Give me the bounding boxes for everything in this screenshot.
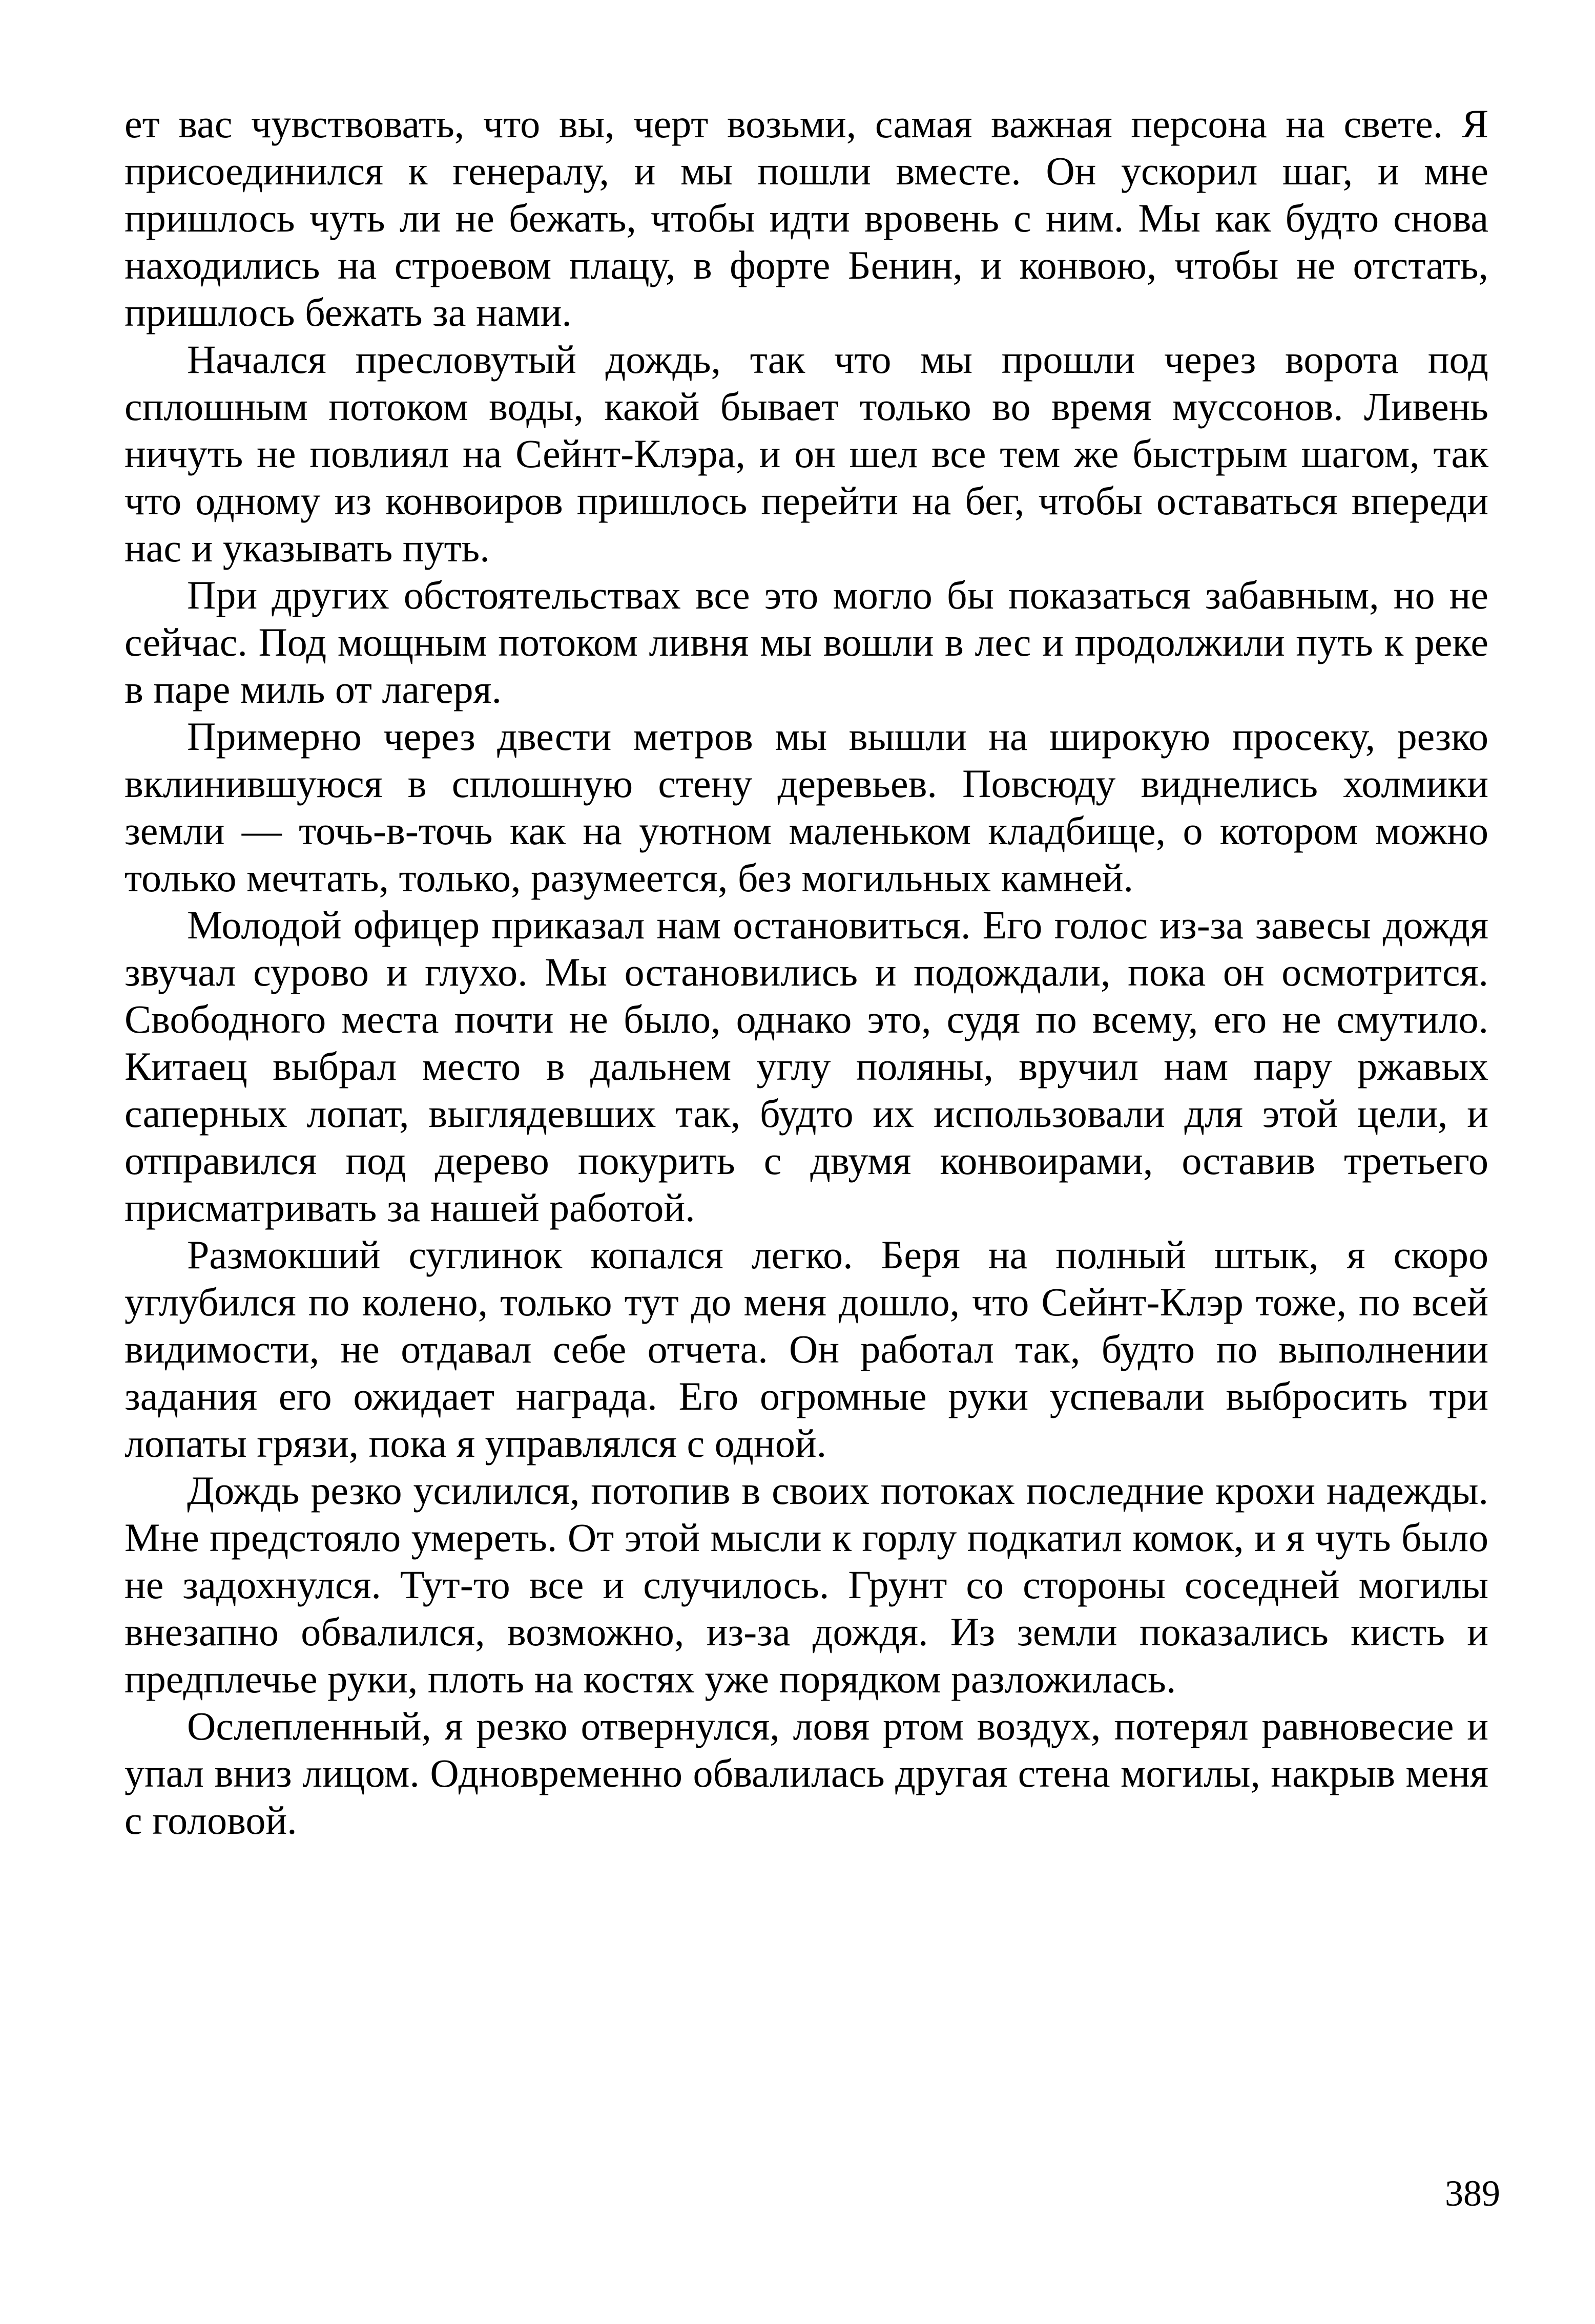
paragraph: Примерно через двести метров мы вышли на широкую просеку, резко вклинившуюся в сплошную стену деревьев. Повсюду виднелись холмики земли — точь-в-точь как на уютном маленьком кладбище, о котором можно только мечтать, только, разумеется, без могильных камней. xyxy=(125,714,1488,900)
paragraph: ет вас чувствовать, что вы, черт возьми, самая важная персона на свете. Я присоединился к генералу, и мы пошли вместе. Он ускорил шаг, и мне пришлось чуть ли не бежать, чтобы идти вровень с ним. Мы как будто снова находились на строевом плацу, в форте Бенин, и конвою, чтобы не отстать, пришлось бежать за нами. xyxy=(125,101,1488,334)
paragraph: При других обстоятельствах все это могло бы показаться забавным, но не сейчас. Под мощным потоком ливня мы вошли в лес и продолжили путь к реке в паре миль от лагеря. xyxy=(125,573,1488,711)
paragraph: Начался пресловутый дождь, так что мы прошли через ворота под сплошным потоком воды, какой бывает только во время муссонов. Ливень ничуть не повлиял на Сейнт-Клэра, и он шел все тем же быстрым шагом, так что одному из конвоиров пришлось перейти на бег, чтобы оставаться впереди нас и указывать путь. xyxy=(125,337,1488,570)
paragraph: Дождь резко усилился, потопив в своих потоках последние крохи надежды. Мне предстояло умереть. От этой мысли к горлу подкатил комок, и я чуть было не задохнулся. Тут-то все и случилось. Грунт со стороны соседней могилы внезапно обвалился, возможно, из-за дождя. Из земли показались кисть и предплечье руки, плоть на костях уже порядком разложилась. xyxy=(125,1468,1488,1701)
paragraph: Молодой офицер приказал нам остановиться. Его голос из-за завесы дождя звучал сурово и глухо. Мы остановились и подождали, пока он осмотрится. Свободного места почти не было, однако это, судя по всему, его не смутило. Китаец выбрал место в дальнем углу поляны, вручил нам пару ржавых саперных лопат, выглядевших так, будто их использовали для этой цели, и отправился под дерево покурить с двумя конвоирами, оставив третьего присматривать за нашей работой. xyxy=(125,903,1488,1230)
paragraph: Ослепленный, я резко отвернулся, ловя ртом воздух, потерял равновесие и упал вниз лицом. Одновременно обвалилась другая стена могилы, накрыв меня с головой. xyxy=(125,1704,1488,1843)
paragraph: Размокший суглинок копался легко. Беря на полный штык, я скоро углубился по колено, только тут до меня дошло, что Сейнт-Клэр тоже, по всей видимости, не отдавал себе отчета. Он работал так, будто по выполнении задания его ожидает награда. Его огромные руки успевали выбросить три лопаты грязи, пока я управлялся с одной. xyxy=(125,1232,1488,1465)
body-text xyxy=(125,100,1488,1844)
page-number: 389 xyxy=(1445,2173,1500,2214)
